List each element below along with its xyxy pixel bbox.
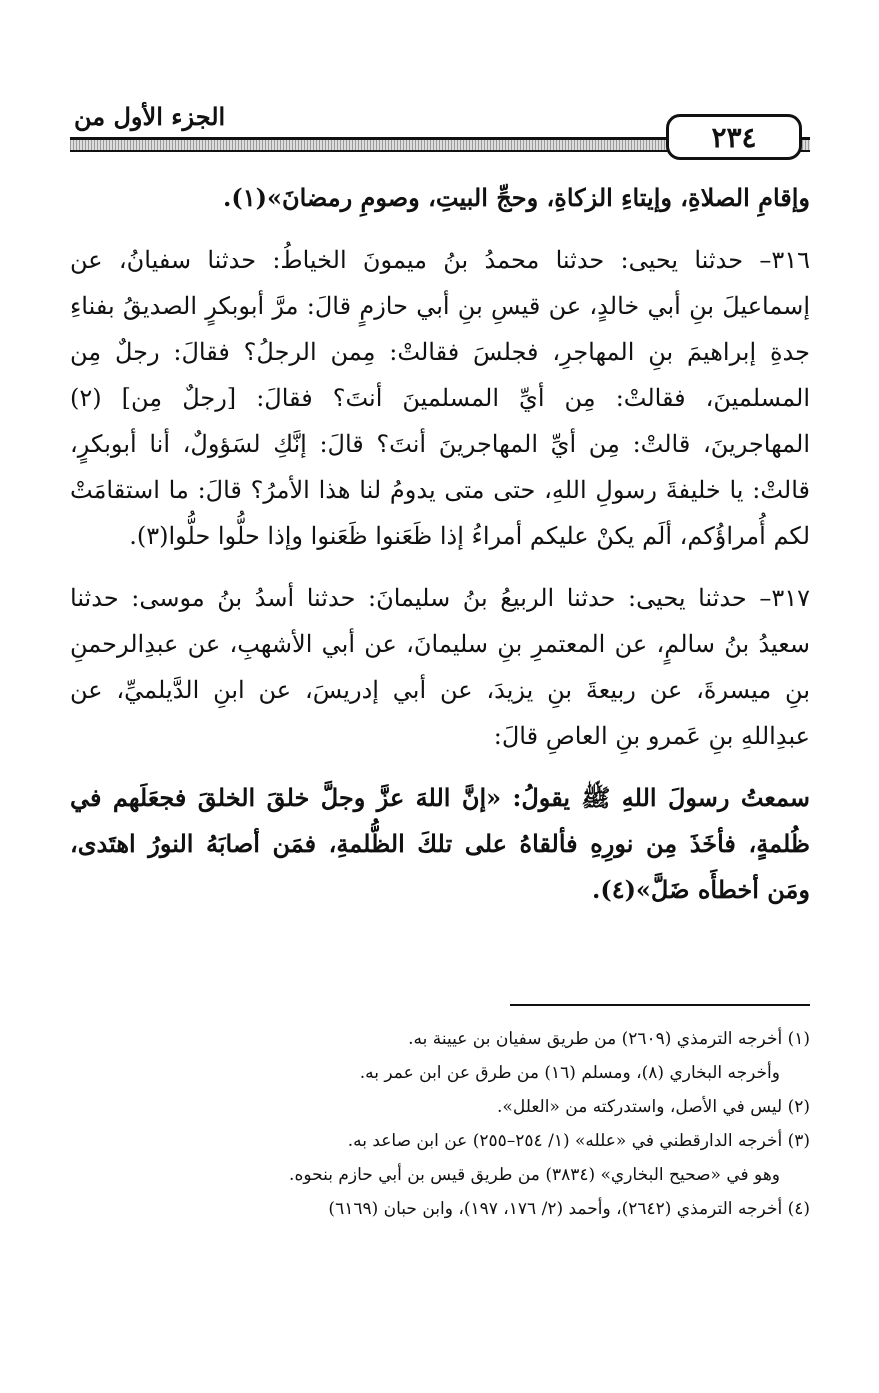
footnote-separator [510, 1004, 810, 1006]
footnote-1-continued: وأخرجه البخاري (٨)، ومسلم (١٦) من طرق عن ابن عمر به. [359, 1063, 780, 1083]
footnotes [70, 1022, 810, 1226]
page-header [70, 100, 810, 160]
footnote-4: (٤) أخرجه الترمذي (٢٦٤٢)، وأحمد (٢/ ١٧٦، ١٩٧)، وابن حبان (٦١٦٩) [328, 1199, 810, 1219]
running-title: الجزء الأول من [70, 102, 229, 131]
footnote-1: (١) أخرجه الترمذي (٢٦٠٩) من طريق سفيان بن عيينة به. [408, 1029, 810, 1049]
page-number: ٢٣٤ [666, 114, 802, 160]
paragraph-hadith-316: ٣١٦– حدثنا يحيى: حدثنا محمدُ بنُ ميمونَ الخياطُ: حدثنا سفيانُ، عن إسماعيلَ بنِ أبي خالدٍ، عن قيسِ بنِ أبي حازمٍ قالَ: مرَّ أبوبكرٍ الصديقُ بفناءِ جدةِ إبراهيمَ بنِ المهاجرِ، فجلسَ فقالتْ: مِمن الرجلُ؟ فقالَ: رجلٌ مِن المسلمينَ، فقالتْ: مِن أيِّ المسلمينَ أنتَ؟ فقالَ: [رجلٌ مِن] (٢) المهاجرينَ، قالتْ: مِن أيِّ المهاجرينَ أنتَ؟ قالَ: إنَّكِ لسَؤولٌ، أنا أبوبكرٍ، قالتْ: يا خليفةَ رسولِ اللهِ، حتى متى يدومُ لنا هذا الأمرُ؟ قالَ: ما استقامَتْ لكم أُمراؤُكم، ألَم يكنْ عليكم أمراءُ إذا ظَعَنوا ظَعَنوا وإذا حلُّوا حلُّوا(٣). [70, 246, 810, 550]
paragraph-hadith-317-isnad: ٣١٧– حدثنا يحيى: حدثنا الربيعُ بنُ سليمانَ: حدثنا أسدُ بنُ موسى: حدثنا سعيدُ بنُ سالمٍ، عن المعتمرِ بنِ سليمانَ، عن أبي الأشهبِ، عن عبدِالرحمنِ بنِ ميسرةَ، عن ربيعةَ بنِ يزيدَ، عن أبي إدريسَ، عن ابنِ الدَّيلميِّ، عن عبدِاللهِ بنِ عَمرو بنِ العاصِ قالَ: [70, 584, 810, 750]
main-text [70, 175, 810, 929]
paragraph-hadith-317-matn: سمعتُ رسولَ اللهِ ﷺ يقولُ: «إنَّ اللهَ عزَّ وجلَّ خلقَ الخلقَ فجعَلَهم في ظُلمةٍ، فأخَذَ مِن نورِهِ فألقاهُ على تلكَ الظُّلمةِ، فمَن أصابَهُ النورُ اهتَدى، ومَن أخطأَه ضَلَّ»(٤). [70, 783, 810, 904]
footnote-2: (٢) ليس في الأصل، واستدركته من «العلل». [497, 1097, 810, 1117]
footnote-3: (٣) أخرجه الدارقطني في «علله» (١/ ٢٥٤–٢٥٥) عن ابن صاعد به. [347, 1131, 810, 1151]
footnote-3-continued: وهو في «صحيح البخاري» (٣٨٣٤) من طريق قيس بن أبي حازم بنحوه. [289, 1165, 780, 1185]
paragraph-hadith-ending: وإقامِ الصلاةِ، وإيتاءِ الزكاةِ، وحجِّ البيتِ، وصومِ رمضانَ»(١). [223, 183, 810, 212]
